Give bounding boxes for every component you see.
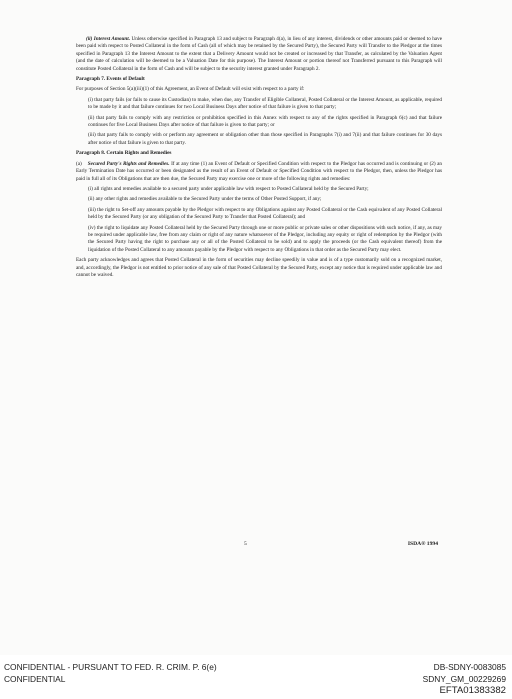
paragraph-8a-marker: (a): [76, 160, 82, 167]
paragraph-7-item-ii: (ii) that party fails to comply with any restriction or prohibition specified in this Annex with respect to any of the rights specified in Paragraph 6(c) and that failure continues for five Local Business Days after notice of that failure is given to that party; or: [88, 114, 442, 129]
paragraph-7-item-i: (i) that party fails (or fails to cause its Custodian) to make, when due, any Transfer of Eligible Collateral, Posted Collateral or the Interest Amount, as applicable, required to be made by it and that failure continues for two Local Business Days after notice of that failure is given to that party;: [88, 96, 442, 111]
document-body: [76, 36, 442, 282]
paragraph-8-item-iii: (iii) the right to Set-off any amounts payable by the Pledgor with respect to any Obligations against any Posted Collateral or the Cash equivalent of any Posted Collateral held by the Secured Party (or any obligation of the Secured Party to Transfer that Posted Collateral); and: [88, 206, 442, 221]
paragraph-8-closing: Each party acknowledges and agrees that Posted Collateral in the form of securities may decline speedily in value and is of a type customarily sold on a recognized market, and, accordingly, the Pledgor is not entitled to prior notice of any sale of that Posted Collateral by the Secured Party, except any notice that is required under applicable law and cannot be waived.: [76, 257, 442, 278]
bates-number-sdny: SDNY_GM_00229269: [422, 674, 506, 684]
paragraph-8a: [76, 161, 442, 183]
isda-mark: ISDA® 1994: [407, 541, 438, 547]
interest-amount-paragraph: [76, 36, 442, 73]
paragraph-8-item-iv: (iv) the right to liquidate any Posted Collateral held by the Secured Party through one or more public or private sales or other dispositions with such notice, if any, as may be required under applicable law, free from any claim or right of any nature whatsoever of the Pledgor, including any equity or right of redemption by the Pledgor (with the Secured Party having the right to purchase any or all of the Posted Collateral to be sold) and to apply the proceeds (or the Cash equivalent thereof) from the liquidation of the Posted Collateral to any amounts payable by the Pledgor with respect to any Obligations in that order as the Secured Party may elect.: [88, 224, 442, 253]
bates-number-efta: EFTA01383382: [439, 685, 506, 696]
interest-amount-label: (ii) Interest Amount.: [86, 36, 131, 42]
paragraph-7-intro: For purposes of Section 5(a)(iii)(1) of this Agreement, an Event of Default will exist with respect to a party if:: [76, 86, 305, 93]
paragraph-8a-text: If at any time (1) an Event of Default or Specified Condition with respect to the Pledgor has occurred and is continuing or (2) an Early Termination Date has occurred or been designated as the result of an Event of Default or Specified Condition with respect to the Pledgor, then, unless the Pledgor has paid in full all of its Obligations that are then due, the Secured Party may exercise one or more of the following rights and remedies:: [76, 160, 442, 182]
bates-number-db: DB-SDNY-0083085: [433, 662, 506, 672]
paragraph-8a-label: Secured Party's Rights and Remedies.: [87, 160, 170, 167]
paragraph-7-heading: Paragraph 7. Events of Default: [76, 76, 145, 83]
paragraph-8-heading: Paragraph 8. Certain Rights and Remedies: [76, 150, 172, 157]
page-number: 5: [244, 541, 247, 547]
paragraph-8-item-i: (i) all rights and remedies available to a secured party under applicable law with respect to Posted Collateral held by the Secured Party;: [88, 185, 369, 192]
confidential-label: CONFIDENTIAL: [4, 674, 66, 684]
interest-amount-text: Unless otherwise specified in Paragraph 13 and subject to Paragraph 4(a), in lieu of any interest, dividends or other amounts paid or deemed to have been paid with respect to Posted Collateral in the form of Cash (all of which may be retained by the Secured Party), the Secured Party will Transfer to the Pledgor at the times specified in Paragraph 13 the Interest Amount to the extent that a Delivery Amount would not be created or increased by that Transfer, as calculated by the Valuation Agent (and the date of calculation will be deemed to be a Valuation Date for this purpose). The Interest Amount or portion thereof not Transferred pursuant to this Paragraph will constitute Posted Collateral in the form of Cash and will be subject to the security interest granted under Paragraph 2.: [76, 36, 443, 72]
page-footer: [76, 541, 442, 551]
paragraph-8-item-ii: (ii) any other rights and remedies available to the Secured Party under the terms of Other Posted Support, if any;: [88, 196, 322, 203]
confidential-notice: CONFIDENTIAL - PURSUANT TO FED. R. CRIM. P. 6(e): [4, 662, 217, 672]
paragraph-7-item-iii: (iii) that party fails to comply with or perform any agreement or obligation other than those specified in Paragraphs 7(i) and 7(ii) and that failure continues for 30 days after notice of that failure is given to that party.: [88, 132, 442, 146]
